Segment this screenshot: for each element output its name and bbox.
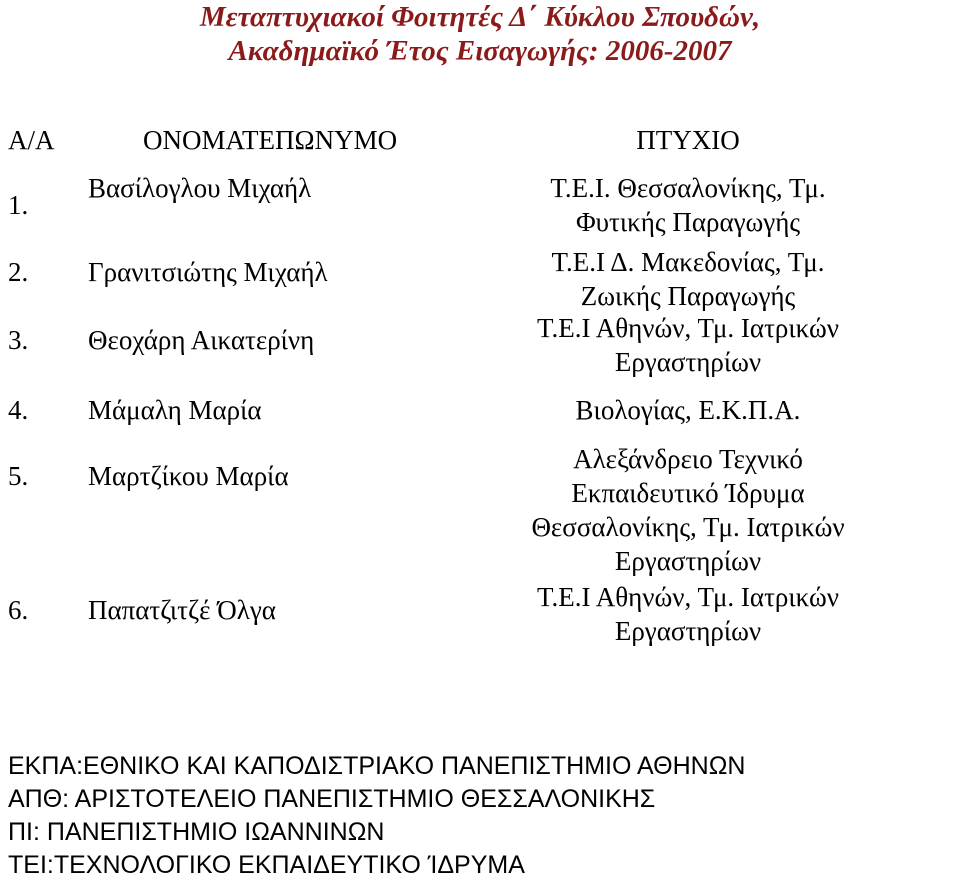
row-degree-line: Τ.Ε.Ι. Θεσσαλονίκης, Τμ.	[550, 173, 826, 203]
row-name: Θεοχάρη Αικατερίνη	[88, 325, 315, 355]
row-name: Παπατζιτζέ Όλγα	[88, 595, 276, 625]
row-degree-line: Βιολογίας, Ε.Κ.Π.Α.	[575, 395, 801, 425]
header-name: ΟΝΟΜΑΤΕΠΩΝΥΜΟ	[143, 125, 398, 155]
row-index: 4.	[8, 395, 29, 425]
row-index: 3.	[8, 325, 29, 355]
footnote-pi: ΠΙ: ΠΑΝΕΠΙΣΤΗΜΙΟ ΙΩΑΝΝΙΝΩΝ	[8, 818, 385, 846]
row-name: Μαρτζίκου Μαρία	[88, 461, 289, 491]
row-degree-line: Ζωικής Παραγωγής	[580, 281, 796, 311]
footnote-apth: ΑΠΘ: ΑΡΙΣΤΟΤΕΛΕΙΟ ΠΑΝΕΠΙΣΤΗΜΙΟ ΘΕΣΣΑΛΟΝΙΚΗΣ	[8, 785, 656, 813]
row-name: Βασίλογλου Μιχαήλ	[88, 173, 312, 203]
row-name: Γρανιτσιώτης Μιχαήλ	[88, 257, 328, 287]
row-degree-line: Φυτικής Παραγωγής	[575, 207, 801, 237]
row-index: 6.	[8, 595, 29, 625]
row-degree-line: Τ.Ε.Ι Δ. Μακεδονίας, Τμ.	[551, 247, 825, 277]
row-degree-line: Αλεξάνδρειο Τεχνικό	[573, 444, 803, 474]
row-index: 2.	[8, 257, 29, 287]
header-degree: ΠΤΥΧΙΟ	[636, 125, 740, 155]
row-index: 1.	[8, 190, 29, 220]
row-degree-line: Τ.Ε.Ι Αθηνών, Τμ. Ιατρικών	[536, 582, 840, 612]
title-line-1: Μεταπτυχιακοί Φοιτητές Δ΄ Κύκλου Σπουδών,	[199, 1, 761, 33]
row-degree-line: Εργαστηρίων	[614, 616, 762, 646]
row-index: 5.	[8, 461, 29, 491]
title-line-2: Ακαδημαϊκό Έτος Εισαγωγής: 2006-2007	[228, 35, 732, 67]
row-degree-line: Εργαστηρίων	[614, 546, 762, 576]
footnote-ekpa: ΕΚΠΑ:ΕΘΝΙΚΟ ΚΑΙ ΚΑΠΟΔΙΣΤΡΙΑΚΟ ΠΑΝΕΠΙΣΤΗΜΙΟ ΑΘΗΝΩΝ	[8, 752, 746, 780]
footnote-tei: ΤΕΙ:ΤΕΧΝΟΛΟΓΙΚΟ ΕΚΠΑΙΔΕΥΤΙΚΟ ΊΔΡΥΜΑ	[8, 851, 525, 879]
header-index: Α/Α	[8, 125, 55, 155]
row-degree-line: Τ.Ε.Ι Αθηνών, Τμ. Ιατρικών	[536, 313, 840, 343]
row-name: Μάμαλη Μαρία	[88, 395, 262, 425]
row-degree-line: Εκπαιδευτικό Ίδρυμα	[571, 478, 805, 508]
row-degree-line: Θεσσαλονίκης, Τμ. Ιατρικών	[531, 512, 845, 542]
row-degree-line: Εργαστηρίων	[614, 347, 762, 377]
